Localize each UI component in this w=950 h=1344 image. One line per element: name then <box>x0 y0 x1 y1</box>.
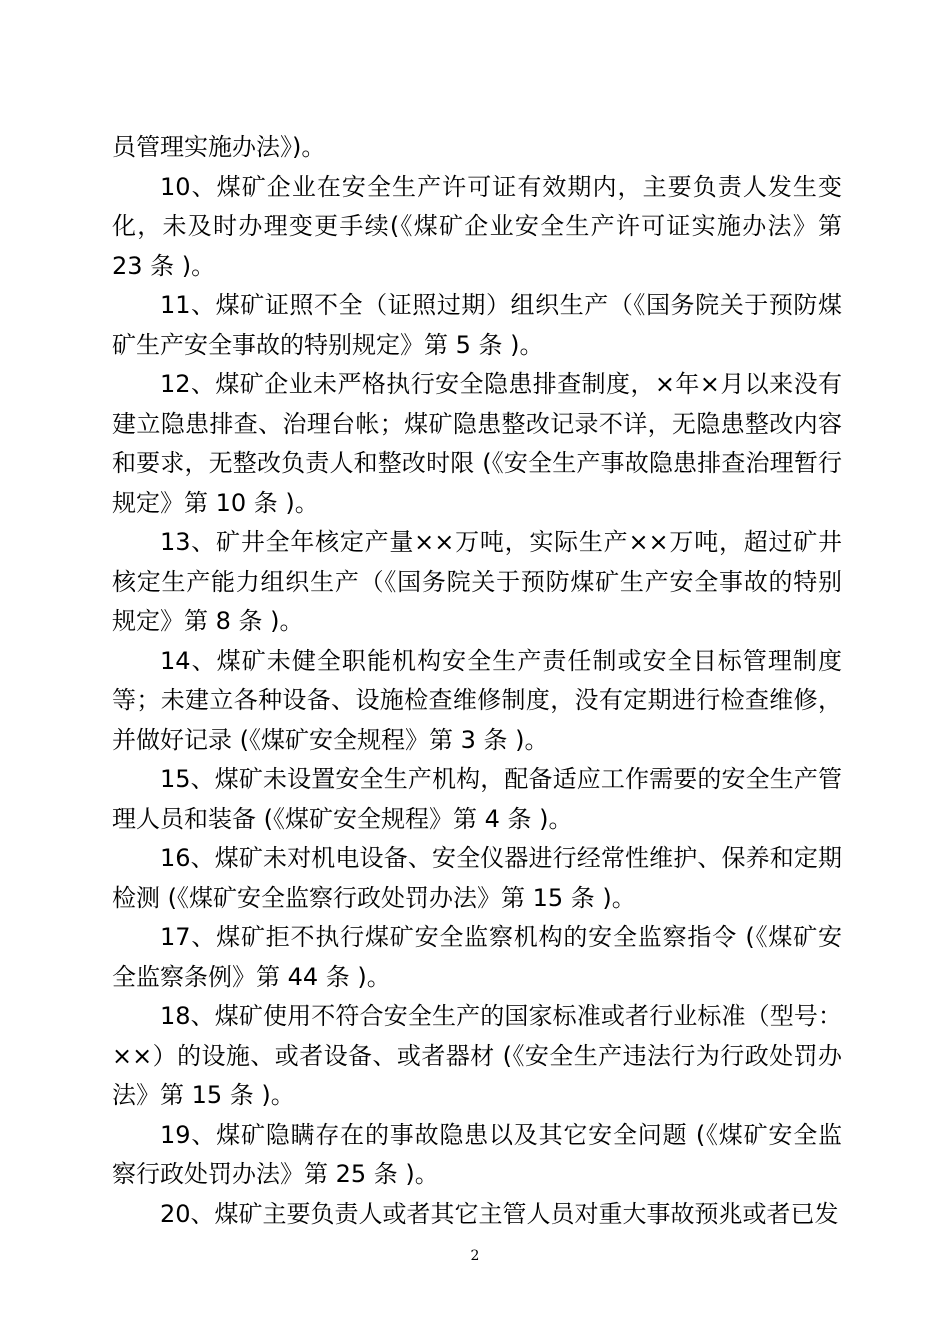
paragraph-item-16: 16、煤矿未对机电设备、安全仪器进行经常性维护、保养和定期检测 (《煤矿安全监察行政处罚办法》第 15 条 )。 <box>112 844 842 912</box>
paragraph-item-14: 14、煤矿未健全职能机构安全生产责任制或安全目标管理制度等；未建立各种设备、设施检查维修制度，没有定期进行检查维修，并做好记录 (《煤矿安全规程》第 3 条 )。 <box>112 646 842 754</box>
paragraph-item-11: 11、煤矿证照不全（证照过期）组织生产（《国务院关于预防煤矿生产安全事故的特别规定》第 5 条 )。 <box>112 291 842 359</box>
paragraph-item-17: 17、煤矿拒不执行煤矿安全监察机构的安全监察指令 (《煤矿安全监察条例》第 44 条 )。 <box>112 923 842 991</box>
paragraph-item-19: 19、煤矿隐瞒存在的事故隐患以及其它安全问题 (《煤矿安全监察行政处罚办法》第 25 条 )。 <box>112 1120 842 1188</box>
paragraph-item-10: 10、煤矿企业在安全生产许可证有效期内，主要负责人发生变化，未及时办理变更手续(《煤矿企业安全生产许可证实施办法》第 23 条 )。 <box>112 172 842 280</box>
paragraph-item-20: 20、煤矿主要负责人或者其它主管人员对重大事故预兆或者已发 <box>160 1199 839 1228</box>
paragraph-item-18: 18、煤矿使用不符合安全生产的国家标准或者行业标准（型号：××）的设施、或者设备、或者器材 (《安全生产违法行为行政处罚办法》第 15 条 )。 <box>112 1002 842 1109</box>
paragraph-item-15: 15、煤矿未设置安全生产机构，配备适应工作需要的安全生产管理人员和装备 (《煤矿安全规程》第 4 条 )。 <box>112 765 842 833</box>
paragraph-item-12: 12、煤矿企业未严格执行安全隐患排查制度，×年×月以来没有建立隐患排查、治理台帐；煤矿隐患整改记录不详，无隐患整改内容和要求，无整改负责人和整改时限 (《安全生产事故隐患排查治理暂行规定》第 10 条 )。 <box>112 370 842 517</box>
document-body <box>112 128 842 1234</box>
paragraph-item-13: 13、矿井全年核定产量××万吨，实际生产××万吨，超过矿井核定生产能力组织生产（《国务院关于预防煤矿生产安全事故的特别规定》第 8 条 )。 <box>112 528 842 635</box>
paragraph-continuation: 员管理实施办法》)。 <box>112 133 326 161</box>
page-number: 2 <box>470 1248 480 1264</box>
